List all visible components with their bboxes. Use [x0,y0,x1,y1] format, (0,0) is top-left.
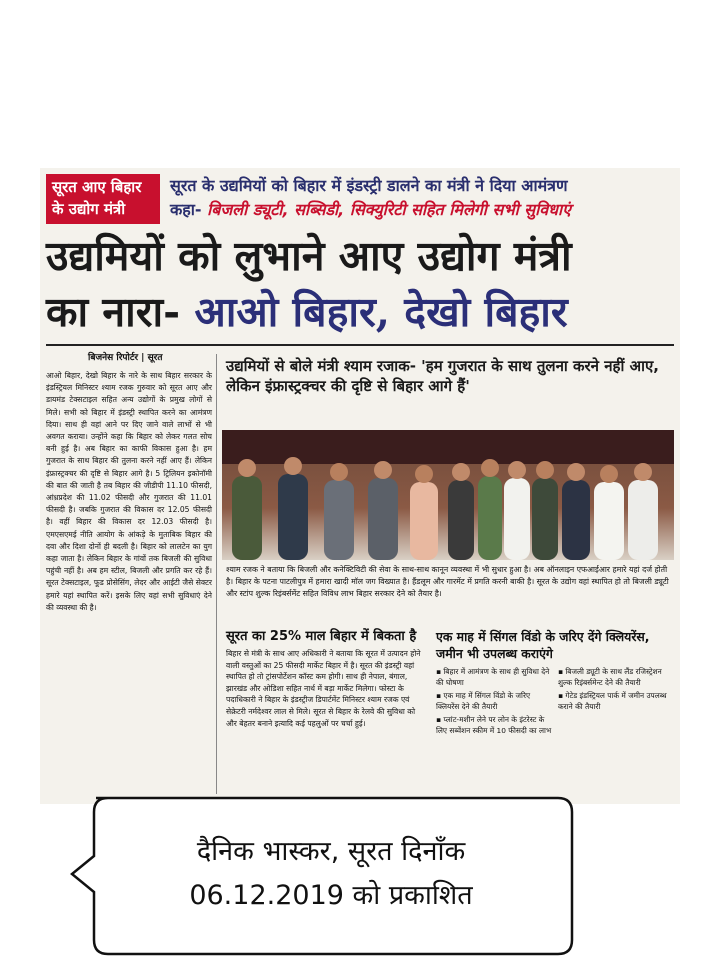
headline-line2-a: का नारा- [46,288,195,336]
kicker-sub: बिजली ड्यूटी, सब्सिडी, सिक्युरिटी सहित मिलेगी सभी सुविधाएं [207,200,571,219]
left-column-text: आओ बिहार, देखो बिहार के नारे के साथ बिहार सरकार के इंडस्ट्रियल मिनिस्टर श्याम रजक गुरुवार को सूरत आए और डायमंड टेक्सटाइल सहित अन्य उद्योगों के प्रमुख लोगों से मिले। सभी को बिहार में इंडस्ट्री स्थापित करने का आमंत्रण दिया। साथ ही वहां आने पर दिए जाने वाले लाभों से भी अवगत कराया। उन्होंने कहा कि बिहार को लेकर गलत सोच बनी हुई है। अब बिहार का काफी विकास हुआ है। हम गुजरात के साथ बिहार की तुलना करने नहीं आए हैं। लेकिन इंफ्रास्ट्रक्चर की दृष्टि से बिहार आगे है। 5 ट्रिलियन इकोनॉमी की बात की जाती है तब बिहार की जीडीपी 11.10 फीसदी, आंध्रप्रदेश की 11.02 फीसदी और गुजरात की 11.01 फीसदी है। जबकि गुजरात की विकास दर 12.05 फीसदी है। वहीं बिहार की विकास दर 12.03 फीसदी है। एमएसएमई नीति आयोग के आंकड़े के मुताबिक बिहार की दवा और दिशा दोनों ही बदली है। बिहार को लालटेन का युग कहा जाता है। लेकिन बिहार के गांवों तक बिजली की सुविधा पहुंची नहीं है। अब हम स्टील, बिजली और प्रगति कर रहे हैं। सूरत टेक्सटाइल, फूड प्रोसेसिंग, लेदर और आईटी जैसे सेक्टर हमारे यहां स्थापित करें। इसके लिए वहां सभी सुविधाएं देने की व्यवस्था की है। [46,371,212,612]
kicker-main: सूरत के उद्यमियों को बिहार में इंडस्ट्री डालने का मंत्री ने दिया आमंत्रण [170,176,568,195]
headline-line2 [46,284,676,340]
section-market-title: सूरत का 25% माल बिहार में बिकता है [226,629,417,644]
section-clearance-title: एक माह में सिंगल विंडो के जरिए देंगे क्लियरेंस, जमीन भी उपलब्ध कराएंगे [436,629,650,661]
newspaper-clipping [40,168,680,804]
kicker-subline [170,198,676,222]
section-clearance [436,628,674,738]
kicker-sub-prefix: कहा- [170,200,208,219]
callout-line2: 06.12.2019 को प्रकाशित [189,880,473,911]
callout-text [96,830,566,918]
callout-line1: दैनिक भास्कर, सूरत दिनाँक [196,836,466,867]
headline-line1: उद्यमियों को लुभाने आए उद्योग मंत्री [46,232,572,280]
section-market-text: बिहार से मंत्री के साथ आए अधिकारी ने बताया कि सूरत में उत्पादन होने वाली वस्तुओं का 25 फीसदी मार्केट बिहार में है। सूरत की इंडस्ट्री वहां स्थापित हो तो ट्रांसपोर्टेशन कॉस्ट कम होगी। साथ ही नेपाल, बंगाल, झारखंड और ओडिशा सहित नार्थ में बड़ा मार्केट मिलेगा। फोस्टा के पदाधिकारी ने बिहार के इंडस्ट्रीज डिपार्टमेंट मिनिस्टर श्याम रजक एवं सेक्रेटरी नर्मदेश्वर लाल से मिले। सूरत से बिहार के रेलवे की सुविधा को और बेहतर बनाने इत्यादि कई पहलुओं पर चर्चा हुई। [226,649,421,728]
news-photo [222,430,674,560]
speech-bubble-callout [68,796,574,956]
bullet-item: ▪ बिजली ड्यूटी के साथ लैंड रजिस्ट्रेशन शुल्क रिइंबर्समेन्ट देने की तैयारी [558,666,674,688]
headline-line2-b: आओ बिहार, देखो बिहार [194,288,568,336]
section-tag-line2: के उद्योग मंत्री [52,200,126,218]
section-market [226,628,426,729]
bullet-item: ▪ बिहार में आमंत्रण के साथ ही सुविधा देने की घोषणा [436,666,552,688]
bullet-list-left [436,666,552,738]
group-photo-people [222,430,674,560]
section-tag-line1: सूरत आए बिहार [52,178,142,196]
byline: बिजनेस रिपोर्टर | सूरत [88,353,163,363]
bullet-columns [436,666,674,738]
bullet-list-right [558,666,674,738]
section-tag [46,174,160,224]
headline [46,228,676,340]
column-divider [216,354,217,794]
bullet-item: ▪ गेटेड इंडस्ट्रियल पार्क में जमीन उपलब्ध कराने की तैयारी [558,690,674,712]
bullet-item: ▪ प्लांट-मशीन लेने पर लोन के इंटरेस्ट के लिए सब्वेंशन स्कीम में 10 फीसदी का लाभ [436,714,552,736]
photo-caption: श्याम रजक ने बताया कि बिजली और कनेक्टिविटी की सेवा के साथ-साथ कानून व्यवस्था में भी सुधार हुआ है। अब ऑनलाइन एफआईआर हमारे यहां दर्ज होती है। बिहार के पटना पाटलीपुत्र में हमारा खादी मॉल जग विख्यात है। हैंडलूम और गारमेंट में प्रगति करनी बाकी है। सूरत के उद्योग वहां स्थापित हो तो बिजली ड्यूटी और स्टांप शुल्क रिइंबर्समेंट सहित विविध लाभ बिहार सरकार देने को तैयार है। [226,565,669,598]
divider [46,344,674,346]
kicker [170,174,676,222]
subheadline: उद्यमियों से बोले मंत्री श्याम रजाक- 'हम गुजरात के साथ तुलना करने नहीं आए, लेकिन इंफ्रास्ट्रक्चर की दृष्टि से बिहार आगे हैं' [226,357,659,395]
bullet-item: ▪ एक माह में सिंगल विंडो के जरिए क्लियरेंस देने की तैयारी [436,690,552,712]
